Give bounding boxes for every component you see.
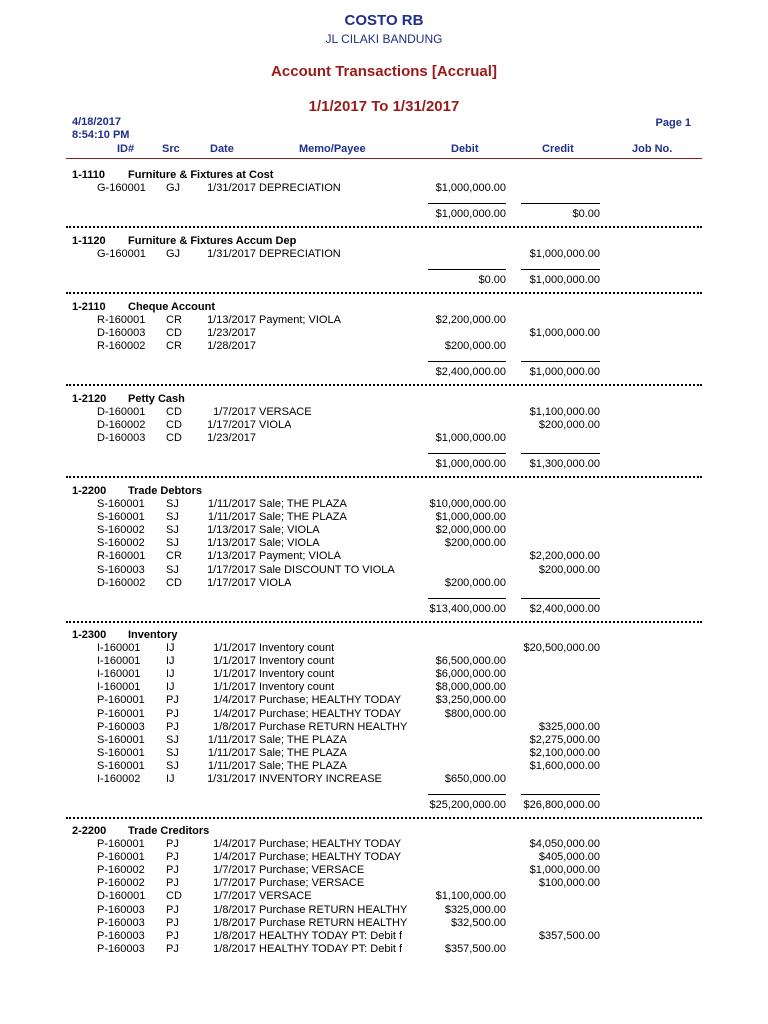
transaction-date: 1/13/2017 bbox=[207, 550, 256, 563]
transaction-id: P-160003 bbox=[97, 929, 145, 942]
transaction-memo: HEALTHY TODAY PT: Debit f bbox=[259, 942, 403, 955]
account-name: Trade Creditors bbox=[128, 825, 210, 837]
transaction-date: 1/17/2017 bbox=[207, 576, 256, 589]
transaction-debit: $1,000,000.00 bbox=[435, 182, 506, 194]
total-credit-rule bbox=[521, 598, 600, 599]
transaction-credit: $200,000.00 bbox=[538, 563, 600, 576]
transaction-id: D-160002 bbox=[97, 576, 146, 589]
transaction-id: G-160001 bbox=[97, 248, 146, 260]
transaction-row bbox=[0, 694, 768, 707]
section-total-row bbox=[0, 799, 768, 812]
transaction-source: GJ bbox=[166, 182, 181, 194]
transaction-id: I-160001 bbox=[97, 642, 141, 654]
transaction-credit: $1,100,000.00 bbox=[529, 406, 600, 418]
transaction-credit: $20,500,000.00 bbox=[523, 642, 600, 654]
transaction-row bbox=[0, 890, 768, 903]
section-divider bbox=[66, 384, 702, 386]
transaction-date: 1/7/2017 bbox=[213, 864, 256, 877]
transaction-memo: Purchase RETURN HEALTHY bbox=[259, 916, 408, 929]
account-name: Inventory bbox=[128, 629, 178, 641]
transaction-memo: DEPRECIATION bbox=[259, 182, 341, 194]
section-total-credit: $2,400,000.00 bbox=[529, 602, 600, 615]
transaction-source: PJ bbox=[166, 838, 179, 850]
account-section-header bbox=[72, 485, 202, 497]
account-name: Petty Cash bbox=[128, 393, 185, 405]
account-section-header bbox=[72, 825, 209, 837]
transaction-credit: $405,000.00 bbox=[538, 851, 600, 864]
transaction-debit: $200,000.00 bbox=[444, 576, 506, 589]
transaction-memo: Sale; VIOLA bbox=[259, 524, 320, 537]
total-debit-rule bbox=[428, 453, 506, 454]
transaction-memo: VERSACE bbox=[259, 890, 312, 903]
transaction-debit: $200,000.00 bbox=[444, 340, 506, 353]
transaction-memo: Sale; THE PLAZA bbox=[259, 759, 347, 772]
transaction-source: PJ bbox=[166, 903, 179, 916]
transaction-source: SJ bbox=[166, 759, 179, 772]
transaction-debit: $800,000.00 bbox=[444, 707, 506, 720]
transaction-date: 1/7/2017 bbox=[213, 406, 256, 418]
transaction-debit: $325,000.00 bbox=[444, 903, 506, 916]
account-name: Furniture & Fixtures at Cost bbox=[128, 169, 274, 181]
section-total-row bbox=[0, 366, 768, 379]
transaction-row bbox=[0, 432, 768, 445]
section-total-debit: $2,400,000.00 bbox=[435, 366, 506, 379]
transaction-source: PJ bbox=[166, 877, 179, 890]
transaction-row bbox=[0, 340, 768, 353]
transaction-memo: Payment; VIOLA bbox=[259, 314, 341, 326]
transaction-source: IJ bbox=[166, 655, 175, 668]
transaction-memo: Payment; VIOLA bbox=[259, 550, 341, 563]
transaction-source: IJ bbox=[166, 681, 175, 694]
company-name: COSTO RB bbox=[344, 12, 424, 29]
transaction-source: CR bbox=[166, 340, 182, 353]
transaction-date: 1/11/2017 bbox=[207, 511, 256, 524]
transaction-date: 1/8/2017 bbox=[213, 720, 256, 733]
account-section-header bbox=[72, 393, 185, 405]
column-header-date: Date bbox=[210, 143, 234, 155]
transaction-id: G-160001 bbox=[97, 182, 146, 194]
total-credit-rule bbox=[521, 453, 600, 454]
transaction-source: CD bbox=[166, 432, 182, 445]
transaction-debit: $3,250,000.00 bbox=[435, 694, 506, 707]
section-divider bbox=[66, 817, 702, 819]
transaction-row bbox=[0, 550, 768, 563]
transaction-credit: $2,275,000.00 bbox=[529, 733, 600, 746]
section-divider bbox=[66, 476, 702, 478]
transaction-credit: $200,000.00 bbox=[538, 419, 600, 432]
transaction-id: I-160001 bbox=[97, 681, 141, 694]
transaction-date: 1/17/2017 bbox=[207, 419, 256, 432]
transaction-row bbox=[0, 851, 768, 864]
transaction-debit: $1,100,000.00 bbox=[435, 890, 506, 903]
section-total-credit: $26,800,000.00 bbox=[523, 799, 600, 812]
total-credit-rule bbox=[521, 361, 600, 362]
transaction-source: PJ bbox=[166, 864, 179, 877]
total-debit-rule bbox=[428, 794, 506, 795]
transaction-id: I-160001 bbox=[97, 655, 141, 668]
transaction-source: CD bbox=[166, 406, 182, 418]
transaction-date: 1/11/2017 bbox=[207, 498, 256, 510]
transaction-row bbox=[0, 930, 768, 943]
transaction-row bbox=[0, 642, 768, 655]
transaction-date: 1/11/2017 bbox=[207, 759, 256, 772]
transaction-credit: $2,100,000.00 bbox=[529, 746, 600, 759]
transaction-source: CR bbox=[166, 550, 182, 563]
account-number: 1-2200 bbox=[72, 485, 107, 497]
transaction-source: SJ bbox=[166, 746, 179, 759]
transaction-date: 1/7/2017 bbox=[213, 890, 256, 903]
transaction-date: 1/8/2017 bbox=[213, 929, 256, 942]
transaction-source: PJ bbox=[166, 720, 179, 733]
transaction-memo: INVENTORY INCREASE bbox=[259, 773, 382, 785]
transaction-row bbox=[0, 904, 768, 917]
transaction-id: P-160002 bbox=[97, 864, 145, 877]
section-total-credit: $1,300,000.00 bbox=[529, 458, 600, 471]
transaction-id: P-160001 bbox=[97, 707, 145, 720]
transaction-row bbox=[0, 419, 768, 432]
transaction-source: PJ bbox=[166, 694, 179, 707]
transaction-id: S-160003 bbox=[97, 563, 145, 576]
column-header-credit: Credit bbox=[542, 143, 574, 155]
transaction-id: S-160001 bbox=[97, 759, 145, 772]
account-section-header bbox=[72, 169, 273, 181]
report-title: Account Transactions [Accrual] bbox=[271, 63, 497, 80]
section-total-credit: $1,000,000.00 bbox=[529, 274, 600, 287]
transaction-row bbox=[0, 708, 768, 721]
section-divider bbox=[66, 621, 702, 623]
account-number: 1-1120 bbox=[72, 235, 106, 247]
transaction-date: 1/13/2017 bbox=[207, 524, 256, 537]
transaction-source: SJ bbox=[166, 511, 179, 524]
total-debit-rule bbox=[428, 269, 506, 270]
transaction-date: 1/4/2017 bbox=[213, 694, 256, 707]
transaction-date: 1/31/2017 bbox=[207, 248, 256, 260]
transaction-date: 1/11/2017 bbox=[207, 733, 256, 746]
transaction-row bbox=[0, 864, 768, 877]
transaction-id: R-160002 bbox=[97, 340, 146, 353]
transaction-debit: $32,500.00 bbox=[450, 916, 506, 929]
transaction-id: P-160003 bbox=[97, 903, 145, 916]
transaction-memo: Sale; THE PLAZA bbox=[259, 498, 347, 510]
transaction-debit: $200,000.00 bbox=[444, 537, 506, 550]
section-total-debit: $0.00 bbox=[478, 274, 506, 287]
transaction-id: P-160003 bbox=[97, 942, 145, 955]
transaction-row bbox=[0, 734, 768, 747]
transaction-id: P-160001 bbox=[97, 694, 145, 707]
transaction-debit: $357,500.00 bbox=[444, 942, 506, 955]
transaction-date: 1/1/2017 bbox=[213, 655, 256, 668]
transaction-memo: DEPRECIATION bbox=[259, 248, 341, 260]
transaction-credit: $2,200,000.00 bbox=[529, 550, 600, 563]
column-header-memo: Memo/Payee bbox=[299, 143, 366, 155]
transaction-date: 1/11/2017 bbox=[207, 746, 256, 759]
transaction-credit: $1,000,000.00 bbox=[529, 864, 600, 877]
transaction-memo: Purchase; VERSACE bbox=[259, 877, 365, 890]
transaction-row bbox=[0, 314, 768, 327]
print-time: 8:54:10 PM bbox=[72, 129, 130, 141]
transaction-source: PJ bbox=[166, 929, 179, 942]
transaction-id: I-160002 bbox=[97, 773, 141, 785]
transaction-row bbox=[0, 760, 768, 773]
section-total-debit: $1,000,000.00 bbox=[435, 458, 506, 471]
transaction-memo: Sale; THE PLAZA bbox=[259, 733, 347, 746]
transaction-date: 1/4/2017 bbox=[213, 851, 256, 864]
transaction-debit: $10,000,000.00 bbox=[429, 498, 506, 510]
transaction-date: 1/1/2017 bbox=[213, 642, 256, 654]
transaction-source: SJ bbox=[166, 524, 179, 537]
transaction-credit: $1,600,000.00 bbox=[529, 759, 600, 772]
transaction-date: 1/13/2017 bbox=[207, 314, 256, 326]
transaction-id: S-160001 bbox=[97, 511, 145, 524]
transaction-row bbox=[0, 681, 768, 694]
transaction-row bbox=[0, 498, 768, 511]
section-total-debit: $1,000,000.00 bbox=[435, 208, 506, 221]
account-number: 1-1110 bbox=[72, 169, 106, 181]
transaction-memo: Purchase; HEALTHY TODAY bbox=[259, 694, 402, 707]
total-credit-rule bbox=[521, 794, 600, 795]
transaction-memo: Sale; THE PLAZA bbox=[259, 511, 347, 524]
account-section-header bbox=[72, 301, 215, 313]
transaction-id: R-160001 bbox=[97, 314, 146, 326]
transaction-source: CD bbox=[166, 327, 182, 340]
transaction-debit: $1,000,000.00 bbox=[435, 432, 506, 445]
transaction-id: R-160001 bbox=[97, 550, 146, 563]
transaction-debit: $6,500,000.00 bbox=[435, 655, 506, 668]
transaction-row bbox=[0, 943, 768, 956]
transaction-row bbox=[0, 668, 768, 681]
section-total-credit: $0.00 bbox=[572, 208, 600, 221]
transaction-debit: $1,000,000.00 bbox=[435, 511, 506, 524]
transaction-memo: Purchase RETURN HEALTHY bbox=[259, 903, 408, 916]
transaction-date: 1/31/2017 bbox=[207, 773, 256, 785]
section-total-row bbox=[0, 208, 768, 221]
transaction-memo: VIOLA bbox=[259, 576, 292, 589]
section-total-row bbox=[0, 274, 768, 287]
total-debit-rule bbox=[428, 361, 506, 362]
transaction-memo: Purchase; VERSACE bbox=[259, 864, 365, 877]
column-header-job: Job No. bbox=[632, 143, 673, 155]
account-section-header bbox=[72, 235, 296, 247]
transaction-row bbox=[0, 327, 768, 340]
total-debit-rule bbox=[428, 598, 506, 599]
transaction-credit: $1,000,000.00 bbox=[529, 248, 600, 260]
transaction-date: 1/4/2017 bbox=[213, 838, 256, 850]
transaction-memo: Inventory count bbox=[259, 655, 335, 668]
transaction-row bbox=[0, 655, 768, 668]
transaction-memo: Purchase; HEALTHY TODAY bbox=[259, 838, 402, 850]
report-period: 1/1/2017 To 1/31/2017 bbox=[308, 98, 460, 115]
page-number: Page 1 bbox=[655, 117, 691, 129]
account-number: 1-2110 bbox=[72, 301, 106, 313]
transaction-credit: $1,000,000.00 bbox=[529, 327, 600, 340]
account-number: 1-2300 bbox=[72, 629, 107, 641]
transaction-debit: $8,000,000.00 bbox=[435, 681, 506, 694]
transaction-row bbox=[0, 747, 768, 760]
transaction-id: P-160003 bbox=[97, 720, 145, 733]
transaction-row bbox=[0, 564, 768, 577]
transaction-id: S-160002 bbox=[97, 524, 145, 537]
transaction-row bbox=[0, 917, 768, 930]
total-credit-rule bbox=[521, 203, 600, 204]
transaction-debit: $6,000,000.00 bbox=[435, 668, 506, 681]
transaction-memo: Inventory count bbox=[259, 642, 335, 654]
transaction-source: IJ bbox=[166, 642, 175, 654]
transaction-source: IJ bbox=[166, 773, 175, 785]
section-divider bbox=[66, 226, 702, 228]
transaction-row bbox=[0, 721, 768, 734]
transaction-debit: $650,000.00 bbox=[444, 773, 506, 785]
account-name: Cheque Account bbox=[128, 301, 215, 313]
column-header-debit: Debit bbox=[451, 143, 479, 155]
company-address: JL CILAKI BANDUNG bbox=[325, 32, 443, 46]
transaction-date: 1/31/2017 bbox=[207, 182, 256, 194]
transaction-memo: Purchase RETURN HEALTHY bbox=[259, 720, 408, 733]
transaction-date: 1/8/2017 bbox=[213, 916, 256, 929]
transaction-source: CD bbox=[166, 890, 182, 903]
transaction-memo: Sale DISCOUNT TO VIOLA bbox=[259, 563, 395, 576]
transaction-id: P-160001 bbox=[97, 851, 145, 864]
transaction-row bbox=[0, 773, 768, 786]
account-number: 2-2200 bbox=[72, 825, 107, 837]
section-total-row bbox=[0, 458, 768, 471]
transaction-id: D-160003 bbox=[97, 327, 146, 340]
transaction-date: 1/13/2017 bbox=[207, 537, 256, 550]
transaction-source: SJ bbox=[166, 498, 179, 510]
transaction-memo: Sale; VIOLA bbox=[259, 537, 320, 550]
transaction-credit: $100,000.00 bbox=[538, 877, 600, 890]
transaction-row bbox=[0, 182, 768, 195]
transaction-source: IJ bbox=[166, 668, 175, 681]
transaction-row bbox=[0, 537, 768, 550]
transaction-source: PJ bbox=[166, 942, 179, 955]
column-header-src: Src bbox=[162, 143, 180, 155]
transaction-date: 1/8/2017 bbox=[213, 903, 256, 916]
print-date: 4/18/2017 bbox=[72, 116, 121, 128]
transaction-row bbox=[0, 877, 768, 890]
section-divider bbox=[66, 292, 702, 294]
transaction-credit: $4,050,000.00 bbox=[529, 838, 600, 850]
section-total-debit: $13,400,000.00 bbox=[429, 602, 506, 615]
transaction-debit: $2,000,000.00 bbox=[435, 524, 506, 537]
transaction-id: S-160002 bbox=[97, 537, 145, 550]
transaction-memo: Purchase; HEALTHY TODAY bbox=[259, 851, 402, 864]
transaction-date: 1/1/2017 bbox=[213, 668, 256, 681]
section-total-credit: $1,000,000.00 bbox=[529, 366, 600, 379]
transaction-id: P-160003 bbox=[97, 916, 145, 929]
transaction-id: D-160002 bbox=[97, 419, 146, 432]
transaction-id: S-160001 bbox=[97, 498, 145, 510]
transaction-source: CD bbox=[166, 576, 182, 589]
transaction-row bbox=[0, 406, 768, 419]
transaction-id: I-160001 bbox=[97, 668, 141, 681]
transaction-source: PJ bbox=[166, 851, 179, 864]
transaction-credit: $357,500.00 bbox=[538, 929, 600, 942]
transaction-row bbox=[0, 838, 768, 851]
transaction-source: PJ bbox=[166, 707, 179, 720]
account-name: Trade Debtors bbox=[128, 485, 202, 497]
section-total-debit: $25,200,000.00 bbox=[429, 799, 506, 812]
transaction-id: S-160001 bbox=[97, 746, 145, 759]
column-header-id: ID# bbox=[117, 143, 135, 155]
transaction-id: P-160002 bbox=[97, 877, 145, 890]
total-debit-rule bbox=[428, 203, 506, 204]
account-number: 1-2120 bbox=[72, 393, 107, 405]
transaction-memo: HEALTHY TODAY PT: Debit f bbox=[259, 929, 403, 942]
transaction-id: D-160001 bbox=[97, 406, 146, 418]
transaction-source: PJ bbox=[166, 916, 179, 929]
transaction-memo: Inventory count bbox=[259, 668, 335, 681]
transaction-date: 1/17/2017 bbox=[207, 563, 256, 576]
transaction-row bbox=[0, 248, 768, 261]
transaction-id: P-160001 bbox=[97, 838, 145, 850]
transaction-id: D-160003 bbox=[97, 432, 146, 445]
transaction-date: 1/7/2017 bbox=[213, 877, 256, 890]
transaction-memo: Purchase; HEALTHY TODAY bbox=[259, 707, 402, 720]
header-rule bbox=[66, 158, 702, 159]
account-section-header bbox=[72, 629, 178, 641]
transaction-source: CD bbox=[166, 419, 182, 432]
transaction-date: 1/4/2017 bbox=[213, 707, 256, 720]
transaction-source: SJ bbox=[166, 733, 179, 746]
transaction-date: 1/1/2017 bbox=[213, 681, 256, 694]
transaction-source: SJ bbox=[166, 563, 179, 576]
transaction-id: D-160001 bbox=[97, 890, 146, 903]
transaction-memo: Sale; THE PLAZA bbox=[259, 746, 347, 759]
transaction-memo: VERSACE bbox=[259, 406, 312, 418]
transaction-source: GJ bbox=[166, 248, 181, 260]
transaction-date: 1/8/2017 bbox=[213, 942, 256, 955]
transaction-debit: $2,200,000.00 bbox=[435, 314, 506, 326]
transaction-memo: VIOLA bbox=[259, 419, 292, 432]
section-total-row bbox=[0, 603, 768, 616]
account-name: Furniture & Fixtures Accum Dep bbox=[128, 235, 297, 247]
transaction-date: 1/28/2017 bbox=[207, 340, 256, 353]
transaction-memo: Inventory count bbox=[259, 681, 335, 694]
transaction-date: 1/23/2017 bbox=[207, 432, 256, 445]
transaction-date: 1/23/2017 bbox=[207, 327, 256, 340]
transaction-row bbox=[0, 511, 768, 524]
transaction-credit: $325,000.00 bbox=[538, 720, 600, 733]
transaction-source: CR bbox=[166, 314, 182, 326]
transaction-row bbox=[0, 577, 768, 590]
transaction-source: SJ bbox=[166, 537, 179, 550]
transaction-id: S-160001 bbox=[97, 733, 145, 746]
transaction-row bbox=[0, 524, 768, 537]
total-credit-rule bbox=[521, 269, 600, 270]
